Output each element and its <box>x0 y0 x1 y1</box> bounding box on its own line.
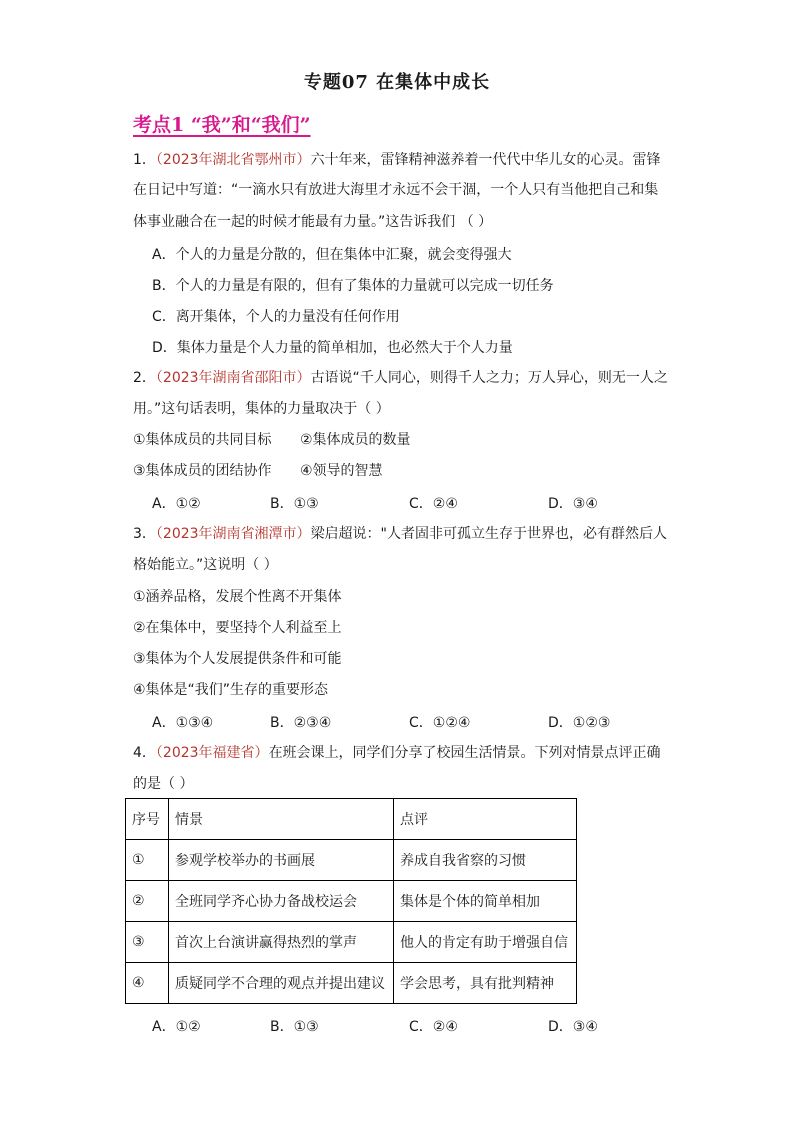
table-cell: ④ <box>126 963 169 1004</box>
q4-stem-part1: 在班会课上，同学们分享了校园生活情景。下列对情景点评正确 <box>268 745 661 761</box>
q2-line-1 <box>133 368 668 388</box>
q3-number: 3． <box>133 526 156 542</box>
q1-line-1 <box>133 150 661 170</box>
q2-option-b: B．①③ <box>270 496 319 512</box>
q1-line-3: 体事业融合在一起的时候才能最有力量。”这告诉我们 （ ） <box>133 214 493 230</box>
page-title: 专题07 在集体中成长 <box>303 72 491 93</box>
q3-line-1 <box>133 524 667 544</box>
q3-item-4: ④集体是“我们”生存的重要形态 <box>133 682 329 698</box>
section-heading: 考点1 “我”和“我们” <box>133 114 311 136</box>
table-row <box>126 922 577 963</box>
q1-option-d: D．集体力量是个人力量的简单相加，也必然大于个人力量 <box>152 340 513 356</box>
q2-item-4: ④领导的智慧 <box>300 463 383 479</box>
q4-option-c: C．②④ <box>409 1019 458 1035</box>
q3-item-3: ③集体为个人发展提供条件和可能 <box>133 651 342 667</box>
table-cell: 学会思考，具有批判精神 <box>394 963 577 1004</box>
q3-stem-part1: 梁启超说："人者固非可孤立生存于世界也，必有群然后人 <box>310 526 668 542</box>
q1-option-c: C．离开集体，个人的力量没有任何作用 <box>152 309 400 325</box>
q3-item-1: ①涵养品格，发展个性离不开集体 <box>133 589 342 605</box>
table-row <box>126 840 577 881</box>
table-cell: ③ <box>126 922 169 963</box>
q3-option-d: D．①②③ <box>548 715 611 731</box>
table-cell: 集体是个体的简单相加 <box>394 881 577 922</box>
q3-option-a: A．①③④ <box>152 715 214 731</box>
q4-line-2: 的是（ ） <box>133 776 194 792</box>
q4-table <box>125 798 577 1004</box>
table-header-cell: 点评 <box>394 799 577 840</box>
table-header-cell: 序号 <box>126 799 169 840</box>
q1-option-b: B．个人的力量是有限的，但有了集体的力量就可以完成一切任务 <box>152 278 554 294</box>
q4-option-a: A．①② <box>152 1019 201 1035</box>
table-row <box>126 963 577 1004</box>
q2-number: 2． <box>133 370 156 386</box>
q4-option-d: D．③④ <box>548 1019 598 1035</box>
q2-item-3: ③集体成员的团结协作 <box>133 463 272 479</box>
q2-item-2: ②集体成员的数量 <box>300 432 411 448</box>
q3-option-b: B．②③④ <box>270 715 332 731</box>
q2-option-a: A．①② <box>152 496 201 512</box>
q1-line-2: 在日记中写道：“一滴水只有放进大海里才永远不会干涸，一个人只有当他把自己和集 <box>133 182 659 198</box>
q3-line-2: 格始能立。”这说明（ ） <box>133 557 278 573</box>
q2-item-1: ①集体成员的共同目标 <box>133 432 272 448</box>
table-cell: ② <box>126 881 169 922</box>
q3-option-c: C．①②④ <box>409 715 471 731</box>
q2-option-c: C．②④ <box>409 496 458 512</box>
table-cell: 质疑同学不合理的观点并提出建议 <box>169 963 394 1004</box>
table-cell: 养成自我省察的习惯 <box>394 840 577 881</box>
table-cell: 他人的肯定有助于增强自信 <box>394 922 577 963</box>
q2-stem-part1: 古语说“千人同心，则得千人之力；万人异心，则无一人之 <box>310 370 668 386</box>
table-cell: 首次上台演讲赢得热烈的掌声 <box>169 922 394 963</box>
q1-stem-part1: 六十年来，雷锋精神滋养着一代代中华儿女的心灵。雷锋 <box>310 152 661 168</box>
q3-item-2: ②在集体中，要坚持个人利益至上 <box>133 620 342 636</box>
q4-number: 4． <box>133 745 156 761</box>
q2-source: （2023年湖南省邵阳市） <box>155 370 311 386</box>
table-row <box>126 881 577 922</box>
q2-line-2: 用。”这句话表明，集体的力量取决于（ ） <box>133 401 390 417</box>
q4-source: （2023年福建省） <box>155 745 269 761</box>
q4-line-1 <box>133 743 661 763</box>
q3-source: （2023年湖南省湘潭市） <box>155 526 311 542</box>
table-header-row <box>126 799 577 840</box>
table-header-cell: 情景 <box>169 799 394 840</box>
q1-option-a: A．个人的力量是分散的，但在集体中汇聚，就会变得强大 <box>152 247 512 263</box>
table-cell: ① <box>126 840 169 881</box>
q1-number: 1． <box>133 152 156 168</box>
q2-option-d: D．③④ <box>548 496 598 512</box>
q4-option-b: B．①③ <box>270 1019 319 1035</box>
table-cell: 参观学校举办的书画展 <box>169 840 394 881</box>
q1-source: （2023年湖北省鄂州市） <box>155 152 311 168</box>
table-cell: 全班同学齐心协力备战校运会 <box>169 881 394 922</box>
